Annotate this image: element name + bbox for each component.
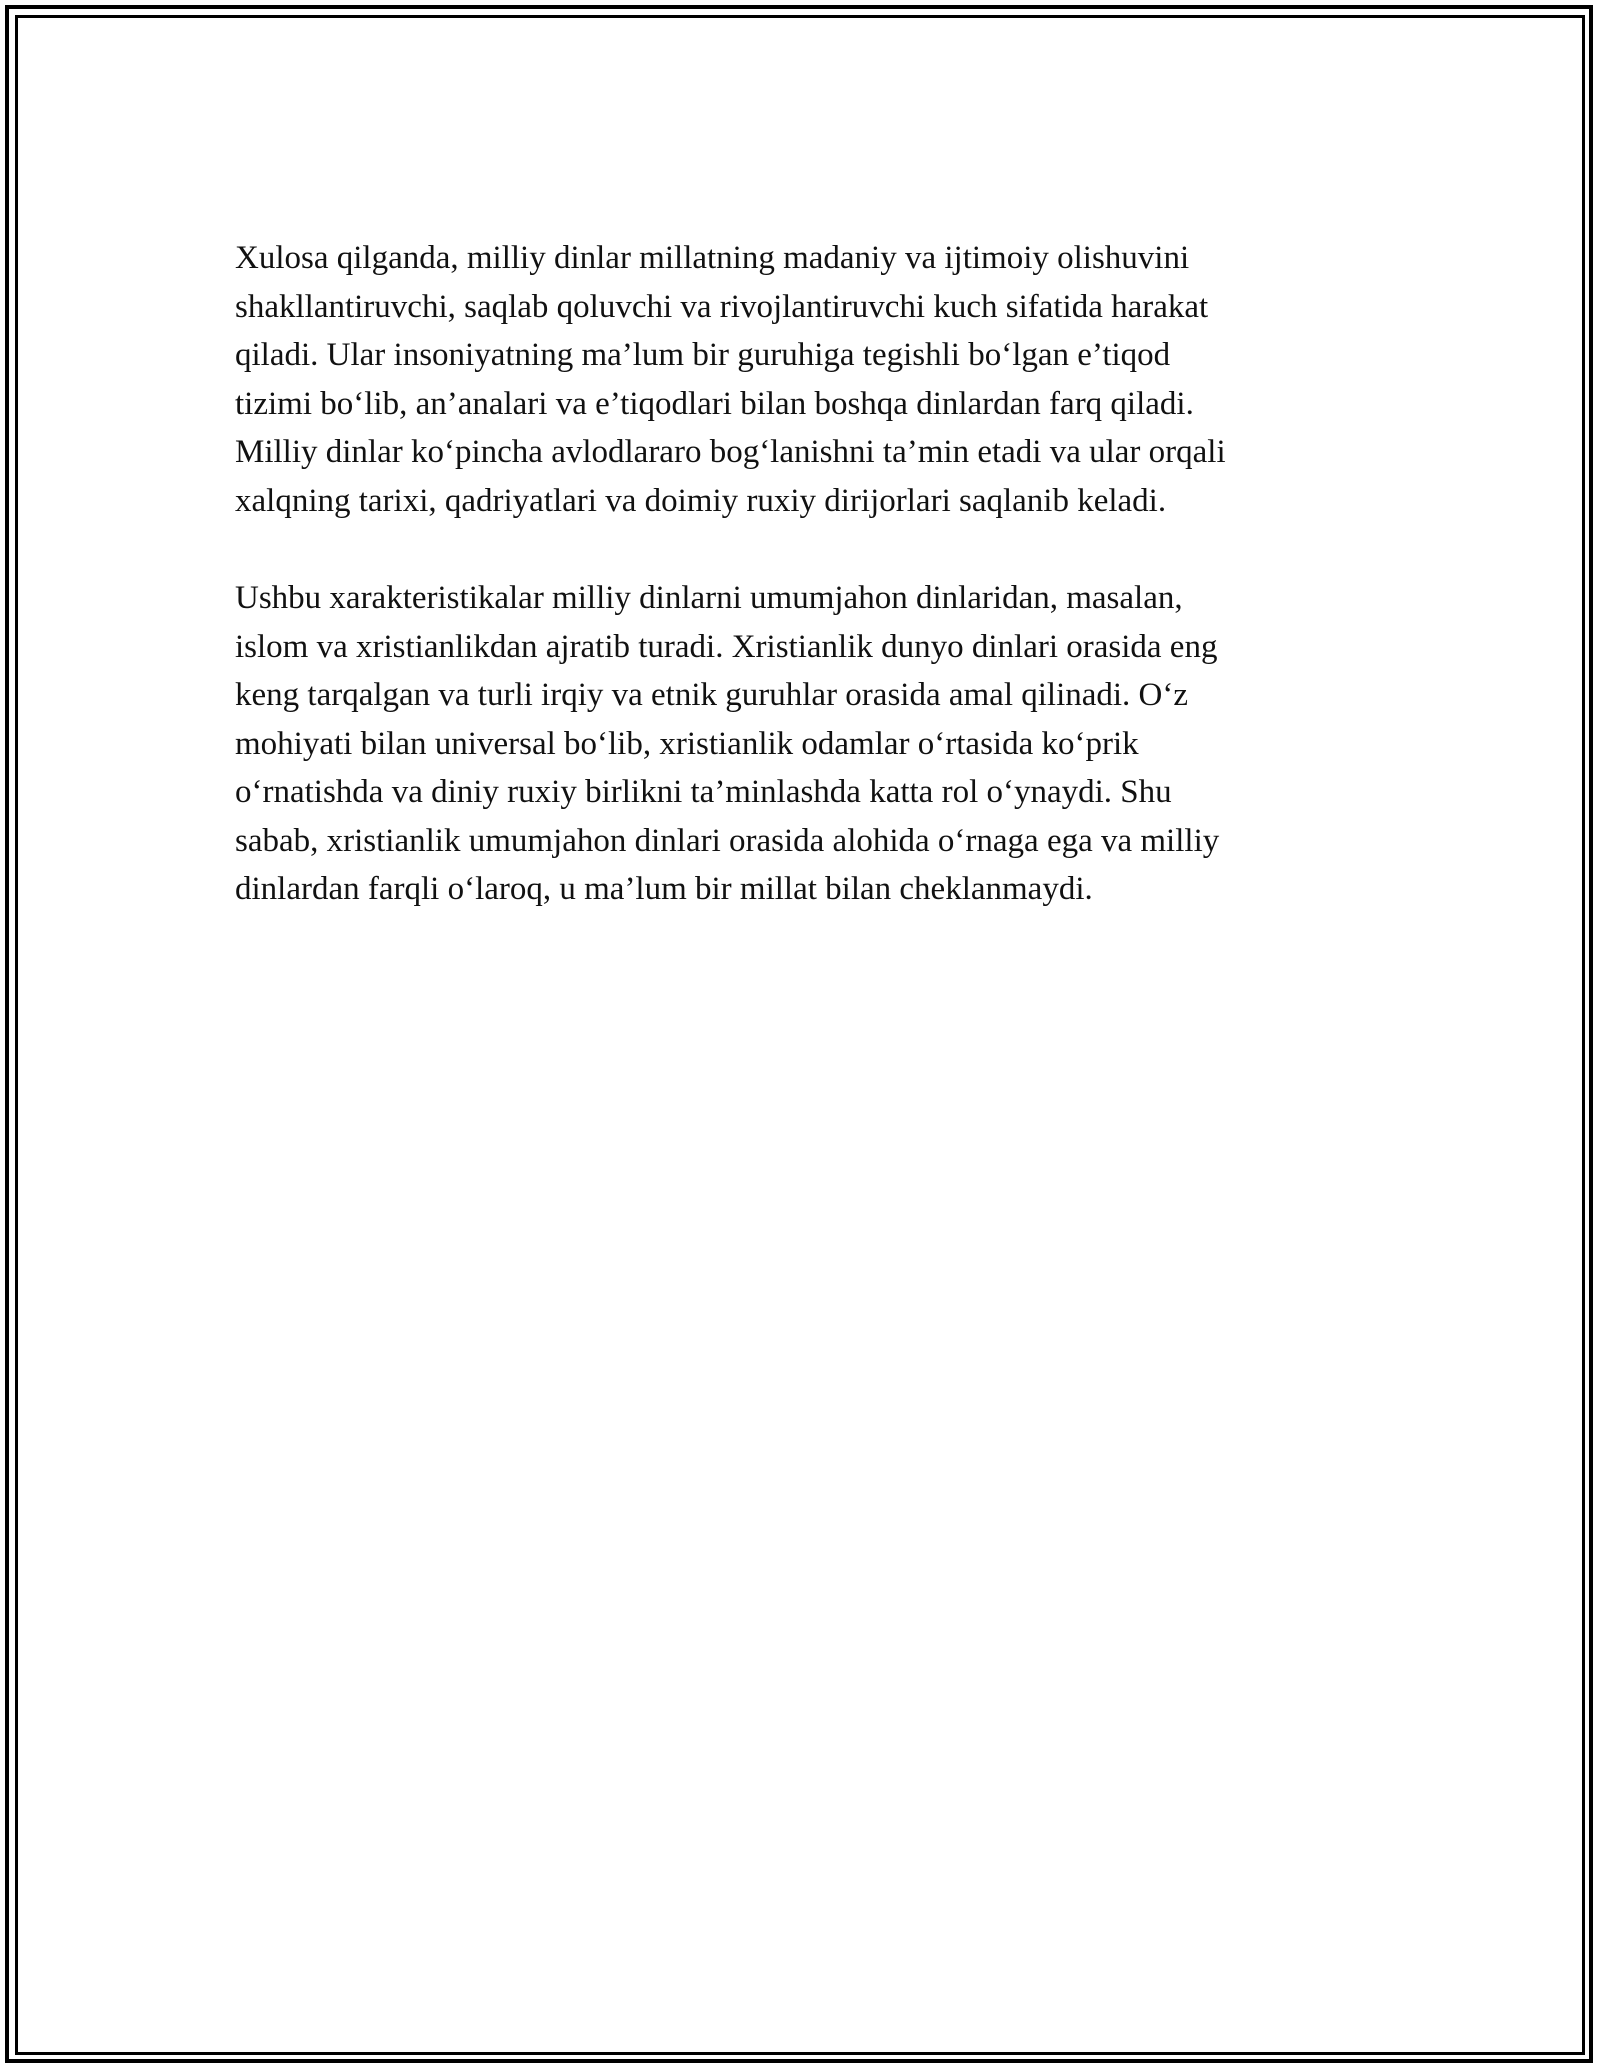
- paragraph-universal-religions: Ushbu xarakteristikalar milliy dinlarni umumjahon dinlaridan, masalan, islom va xristianlikdan ajratib turadi. Xristianlik dunyo dinlari orasida eng keng tarqalgan va turli irqiy va etnik guruhlar orasida amal qilinadi. O‘z mohiyati bilan universal bo‘lib, xristianlik odamlar o‘rtasida ko‘prik o‘rnatishda va diniy ruxiy birlikni ta’minlashda katta rol o‘ynaydi. Shu sabab, xristianlik umumjahon dinlari orasida alohida o‘rnaga ega va milliy dinlardan farqli o‘laroq, u ma’lum bir millat bilan cheklanmaydi.: [235, 580, 1220, 907]
- paragraph-conclusion: Xulosa qilganda, milliy dinlar millatning madaniy va ijtimoiy olishuvini shakllantiruvchi, saqlab qoluvchi va rivojlantiruvchi kuch sifatida harakat qiladi. Ular insoniyatning ma’lum bir guruhiga tegishli bo‘lgan e’tiqod tizimi bo‘lib, an’analari va e’tiqodlari bilan boshqa dinlardan farq qiladi. Milliy dinlar ko‘pincha avlodlararo bog‘lanishni ta’min etadi va ular orqali xalqning tarixi, qadriyatlari va doimiy ruxiy dirijorlari saqlanib keladi.: [235, 240, 1226, 519]
- document-body: [235, 234, 1365, 963]
